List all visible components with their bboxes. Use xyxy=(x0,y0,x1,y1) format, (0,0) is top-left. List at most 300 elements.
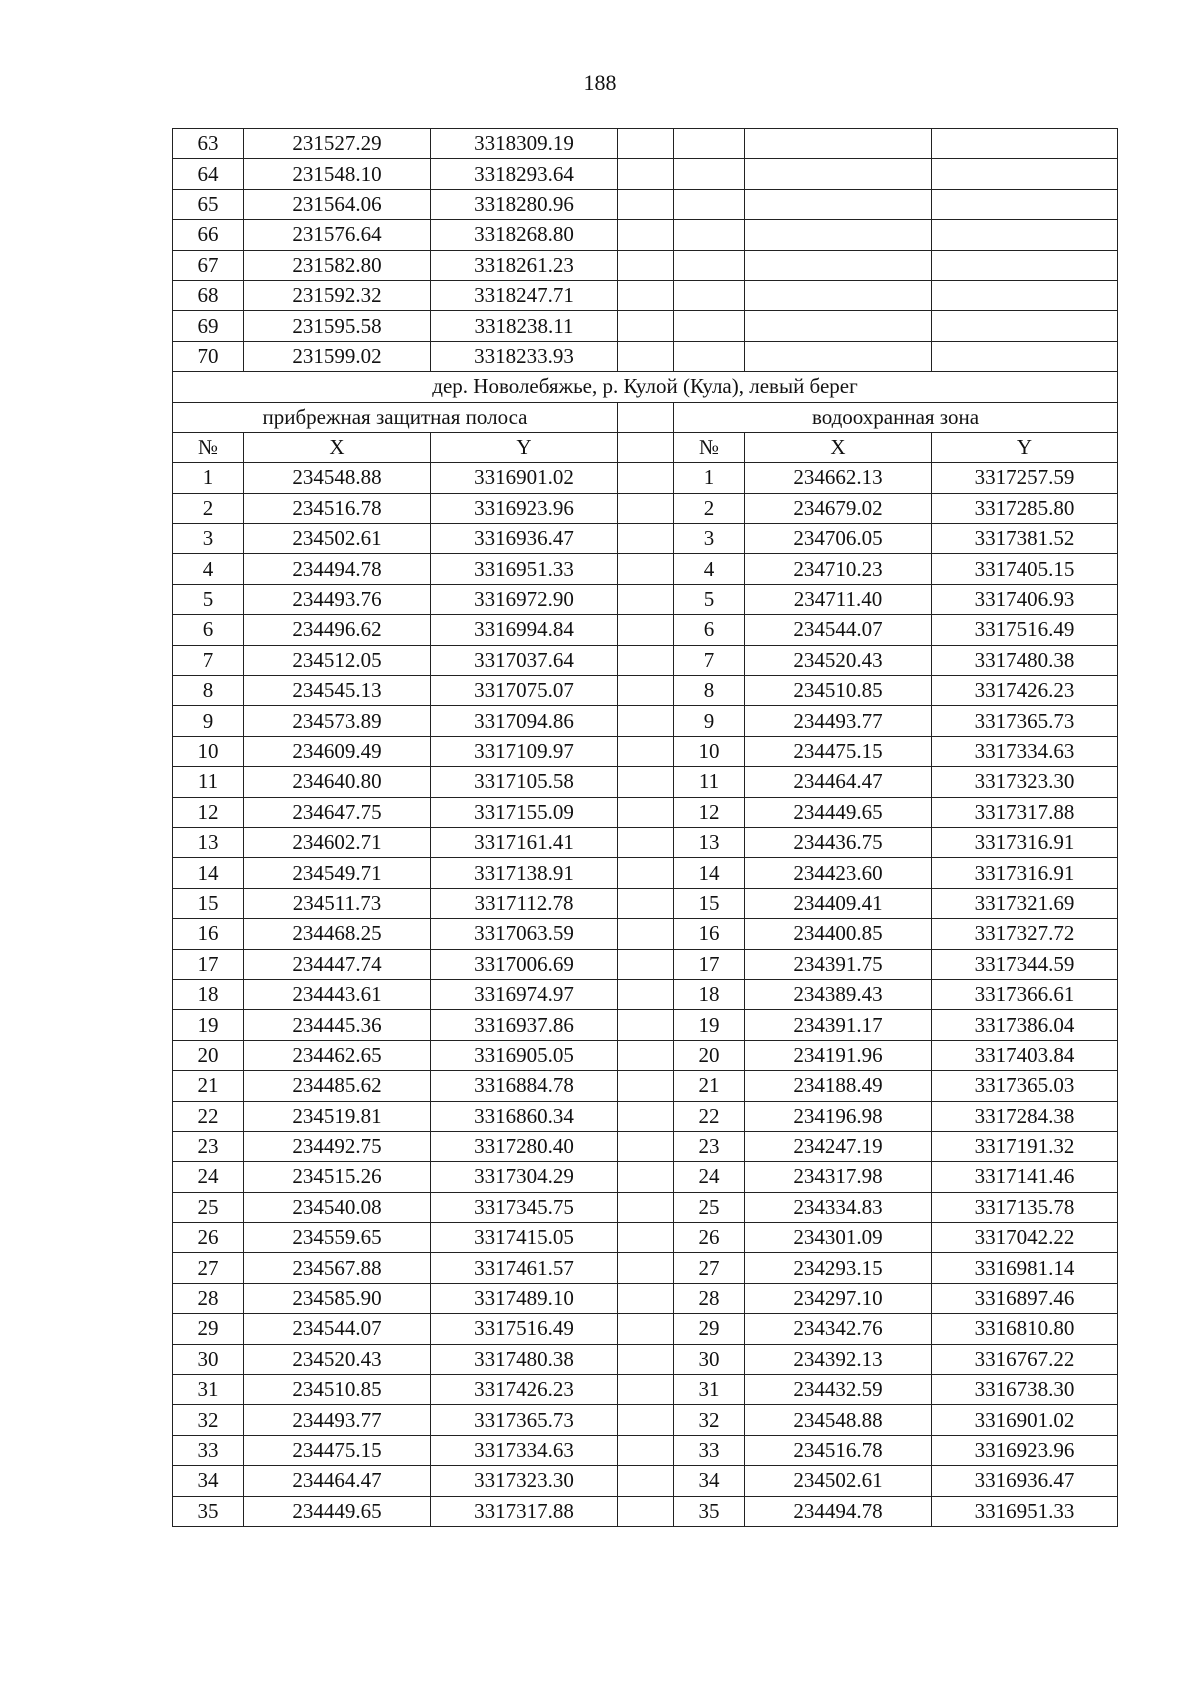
left-x-coordinate: 234609.49 xyxy=(244,736,431,766)
left-y-coordinate: 3316936.47 xyxy=(431,524,618,554)
right-y-coordinate: 3317327.72 xyxy=(932,919,1118,949)
table-row xyxy=(173,888,1118,918)
left-y-coordinate: 3317323.30 xyxy=(431,1466,618,1496)
left-x-coordinate: 234567.88 xyxy=(244,1253,431,1283)
right-y-coordinate: 3317323.30 xyxy=(932,767,1118,797)
table-row xyxy=(173,1283,1118,1313)
gap-cell xyxy=(618,1040,674,1070)
gap-cell xyxy=(618,827,674,857)
left-y-coordinate: 3316994.84 xyxy=(431,615,618,645)
gap-cell xyxy=(618,949,674,979)
empty-cell xyxy=(745,311,932,341)
table-row xyxy=(173,280,1118,310)
y-coordinate: 3318280.96 xyxy=(431,189,618,219)
right-subtitle: водоохранная зона xyxy=(674,402,1118,432)
right-y-coordinate: 3317316.91 xyxy=(932,858,1118,888)
empty-cell xyxy=(674,250,745,280)
right-x-coordinate: 234191.96 xyxy=(745,1040,932,1070)
table-row xyxy=(173,1223,1118,1253)
right-y-coordinate: 3316936.47 xyxy=(932,1466,1118,1496)
table-row xyxy=(173,645,1118,675)
left-x-coordinate: 234485.62 xyxy=(244,1071,431,1101)
right-point-number: 2 xyxy=(674,493,745,523)
table-row xyxy=(173,159,1118,189)
empty-cell xyxy=(932,250,1118,280)
right-y-coordinate: 3317480.38 xyxy=(932,645,1118,675)
right-point-number: 33 xyxy=(674,1435,745,1465)
right-point-number: 13 xyxy=(674,827,745,857)
right-x-coordinate: 234662.13 xyxy=(745,463,932,493)
empty-cell xyxy=(618,341,674,371)
right-y-coordinate: 3317365.73 xyxy=(932,706,1118,736)
main-rows xyxy=(173,463,1118,1527)
right-point-number: 16 xyxy=(674,919,745,949)
right-point-number: 26 xyxy=(674,1223,745,1253)
right-y-coordinate: 3317344.59 xyxy=(932,949,1118,979)
left-x-coordinate: 234548.88 xyxy=(244,463,431,493)
table-row xyxy=(173,250,1118,280)
right-x-coordinate: 234423.60 xyxy=(745,858,932,888)
left-point-number: 32 xyxy=(173,1405,244,1435)
right-y-coordinate: 3317366.61 xyxy=(932,979,1118,1009)
left-point-number: 4 xyxy=(173,554,244,584)
right-point-number: 18 xyxy=(674,979,745,1009)
x-coordinate: 231576.64 xyxy=(244,220,431,250)
left-y-coordinate: 3317317.88 xyxy=(431,1496,618,1526)
right-point-number: 4 xyxy=(674,554,745,584)
x-coordinate: 231599.02 xyxy=(244,341,431,371)
right-x-coordinate: 234247.19 xyxy=(745,1131,932,1161)
empty-cell xyxy=(674,189,745,219)
table-row xyxy=(173,1192,1118,1222)
right-point-number: 29 xyxy=(674,1314,745,1344)
right-y-coordinate: 3316901.02 xyxy=(932,1405,1118,1435)
left-x-coordinate: 234647.75 xyxy=(244,797,431,827)
right-x-coordinate: 234391.75 xyxy=(745,949,932,979)
gap-cell xyxy=(618,1496,674,1526)
table-row xyxy=(173,615,1118,645)
left-point-number: 21 xyxy=(173,1071,244,1101)
left-x-coordinate: 234502.61 xyxy=(244,524,431,554)
table-row xyxy=(173,767,1118,797)
right-num-header: № xyxy=(674,432,745,462)
y-coordinate: 3318261.23 xyxy=(431,250,618,280)
left-point-number: 26 xyxy=(173,1223,244,1253)
right-x-coordinate: 234188.49 xyxy=(745,1071,932,1101)
empty-cell xyxy=(618,129,674,159)
gap-cell xyxy=(618,1466,674,1496)
right-y-coordinate: 3317321.69 xyxy=(932,888,1118,918)
right-x-coordinate: 234301.09 xyxy=(745,1223,932,1253)
gap-cell xyxy=(618,1010,674,1040)
right-point-number: 32 xyxy=(674,1405,745,1435)
left-point-number: 5 xyxy=(173,584,244,614)
gap-cell xyxy=(618,584,674,614)
left-x-coordinate: 234445.36 xyxy=(244,1010,431,1040)
gap-cell xyxy=(618,858,674,888)
empty-cell xyxy=(745,189,932,219)
right-y-coordinate: 3316923.96 xyxy=(932,1435,1118,1465)
point-number: 66 xyxy=(173,220,244,250)
left-x-coordinate: 234540.08 xyxy=(244,1192,431,1222)
left-x-header: X xyxy=(244,432,431,462)
right-x-coordinate: 234342.76 xyxy=(745,1314,932,1344)
right-x-coordinate: 234516.78 xyxy=(745,1435,932,1465)
left-y-coordinate: 3317138.91 xyxy=(431,858,618,888)
left-point-number: 12 xyxy=(173,797,244,827)
right-point-number: 10 xyxy=(674,736,745,766)
table-row xyxy=(173,1101,1118,1131)
table-row xyxy=(173,1435,1118,1465)
right-point-number: 31 xyxy=(674,1375,745,1405)
table-row xyxy=(173,1375,1118,1405)
left-y-coordinate: 3317415.05 xyxy=(431,1223,618,1253)
left-y-coordinate: 3316923.96 xyxy=(431,493,618,523)
left-point-number: 28 xyxy=(173,1283,244,1313)
empty-cell xyxy=(745,280,932,310)
right-point-number: 12 xyxy=(674,797,745,827)
table-row xyxy=(173,1405,1118,1435)
table-row xyxy=(173,220,1118,250)
right-x-coordinate: 234679.02 xyxy=(745,493,932,523)
left-x-coordinate: 234520.43 xyxy=(244,1344,431,1374)
right-x-coordinate: 234196.98 xyxy=(745,1101,932,1131)
right-y-coordinate: 3316981.14 xyxy=(932,1253,1118,1283)
table-row xyxy=(173,1344,1118,1374)
left-x-coordinate: 234492.75 xyxy=(244,1131,431,1161)
right-point-number: 3 xyxy=(674,524,745,554)
table-row xyxy=(173,463,1118,493)
right-point-number: 22 xyxy=(674,1101,745,1131)
y-coordinate: 3318309.19 xyxy=(431,129,618,159)
left-point-number: 35 xyxy=(173,1496,244,1526)
point-number: 68 xyxy=(173,280,244,310)
right-x-coordinate: 234436.75 xyxy=(745,827,932,857)
table-row xyxy=(173,676,1118,706)
gap-cell xyxy=(618,1253,674,1283)
left-y-coordinate: 3317345.75 xyxy=(431,1192,618,1222)
gap-cell xyxy=(618,736,674,766)
right-point-number: 14 xyxy=(674,858,745,888)
right-y-coordinate: 3317334.63 xyxy=(932,736,1118,766)
right-x-coordinate: 234389.43 xyxy=(745,979,932,1009)
right-point-number: 34 xyxy=(674,1466,745,1496)
left-x-coordinate: 234496.62 xyxy=(244,615,431,645)
right-point-number: 6 xyxy=(674,615,745,645)
gap-cell xyxy=(618,1101,674,1131)
left-y-coordinate: 3316884.78 xyxy=(431,1071,618,1101)
empty-cell xyxy=(618,220,674,250)
right-x-coordinate: 234464.47 xyxy=(745,767,932,797)
section-title: дер. Новолебяжье, р. Кулой (Кула), левый берег xyxy=(173,372,1118,402)
left-y-coordinate: 3316974.97 xyxy=(431,979,618,1009)
left-point-number: 9 xyxy=(173,706,244,736)
column-header-row xyxy=(173,432,1118,462)
gap-cell xyxy=(618,767,674,797)
table-row xyxy=(173,341,1118,371)
left-y-coordinate: 3317109.97 xyxy=(431,736,618,766)
empty-cell xyxy=(674,311,745,341)
left-y-coordinate: 3317105.58 xyxy=(431,767,618,797)
right-point-number: 27 xyxy=(674,1253,745,1283)
right-point-number: 20 xyxy=(674,1040,745,1070)
right-y-coordinate: 3317365.03 xyxy=(932,1071,1118,1101)
left-point-number: 25 xyxy=(173,1192,244,1222)
gap-cell xyxy=(618,1314,674,1344)
left-point-number: 30 xyxy=(173,1344,244,1374)
table-row xyxy=(173,949,1118,979)
left-x-coordinate: 234545.13 xyxy=(244,676,431,706)
gap-cell xyxy=(618,402,674,432)
gap-cell xyxy=(618,1131,674,1161)
gap-cell xyxy=(618,463,674,493)
x-coordinate: 231592.32 xyxy=(244,280,431,310)
left-point-number: 11 xyxy=(173,767,244,797)
right-y-coordinate: 3317141.46 xyxy=(932,1162,1118,1192)
left-y-coordinate: 3316937.86 xyxy=(431,1010,618,1040)
gap-cell xyxy=(618,1223,674,1253)
right-x-coordinate: 234432.59 xyxy=(745,1375,932,1405)
left-x-coordinate: 234519.81 xyxy=(244,1101,431,1131)
left-y-header: Y xyxy=(431,432,618,462)
right-point-number: 24 xyxy=(674,1162,745,1192)
left-point-number: 3 xyxy=(173,524,244,554)
left-y-coordinate: 3316972.90 xyxy=(431,584,618,614)
gap-cell xyxy=(618,676,674,706)
table-row xyxy=(173,1040,1118,1070)
right-y-coordinate: 3317386.04 xyxy=(932,1010,1118,1040)
left-y-coordinate: 3316901.02 xyxy=(431,463,618,493)
left-x-coordinate: 234468.25 xyxy=(244,919,431,949)
left-point-number: 7 xyxy=(173,645,244,675)
left-point-number: 10 xyxy=(173,736,244,766)
left-subtitle: прибрежная защитная полоса xyxy=(173,402,618,432)
table-row xyxy=(173,1253,1118,1283)
table-row xyxy=(173,1162,1118,1192)
right-y-coordinate: 3317316.91 xyxy=(932,827,1118,857)
left-y-coordinate: 3317037.64 xyxy=(431,645,618,675)
gap-cell xyxy=(618,554,674,584)
table-row xyxy=(173,554,1118,584)
right-y-coordinate: 3317516.49 xyxy=(932,615,1118,645)
table-row xyxy=(173,311,1118,341)
right-x-coordinate: 234449.65 xyxy=(745,797,932,827)
empty-cell xyxy=(745,129,932,159)
gap-cell xyxy=(618,888,674,918)
right-point-number: 17 xyxy=(674,949,745,979)
page-number: 188 xyxy=(583,70,617,95)
left-y-coordinate: 3316860.34 xyxy=(431,1101,618,1131)
left-point-number: 23 xyxy=(173,1131,244,1161)
left-y-coordinate: 3317426.23 xyxy=(431,1375,618,1405)
right-x-coordinate: 234409.41 xyxy=(745,888,932,918)
left-y-coordinate: 3317304.29 xyxy=(431,1162,618,1192)
right-point-number: 5 xyxy=(674,584,745,614)
left-point-number: 34 xyxy=(173,1466,244,1496)
table-row xyxy=(173,129,1118,159)
right-x-coordinate: 234334.83 xyxy=(745,1192,932,1222)
table-row xyxy=(173,1071,1118,1101)
table-row xyxy=(173,524,1118,554)
left-x-coordinate: 234559.65 xyxy=(244,1223,431,1253)
right-point-number: 30 xyxy=(674,1344,745,1374)
right-x-coordinate: 234475.15 xyxy=(745,736,932,766)
gap-cell xyxy=(618,493,674,523)
gap-cell xyxy=(618,1375,674,1405)
section-header xyxy=(173,372,1118,463)
right-x-coordinate: 234706.05 xyxy=(745,524,932,554)
left-y-coordinate: 3317155.09 xyxy=(431,797,618,827)
empty-cell xyxy=(674,159,745,189)
empty-cell xyxy=(618,280,674,310)
empty-cell xyxy=(932,341,1118,371)
left-x-coordinate: 234494.78 xyxy=(244,554,431,584)
left-x-coordinate: 234602.71 xyxy=(244,827,431,857)
right-y-coordinate: 3317135.78 xyxy=(932,1192,1118,1222)
left-y-coordinate: 3317006.69 xyxy=(431,949,618,979)
right-y-coordinate: 3317257.59 xyxy=(932,463,1118,493)
left-point-number: 18 xyxy=(173,979,244,1009)
empty-cell xyxy=(745,341,932,371)
gap-cell xyxy=(618,979,674,1009)
left-point-number: 2 xyxy=(173,493,244,523)
right-x-coordinate: 234510.85 xyxy=(745,676,932,706)
right-point-number: 1 xyxy=(674,463,745,493)
left-point-number: 16 xyxy=(173,919,244,949)
left-point-number: 15 xyxy=(173,888,244,918)
right-y-coordinate: 3317405.15 xyxy=(932,554,1118,584)
left-y-coordinate: 3317516.49 xyxy=(431,1314,618,1344)
empty-cell xyxy=(618,250,674,280)
right-x-coordinate: 234502.61 xyxy=(745,1466,932,1496)
right-y-coordinate: 3317403.84 xyxy=(932,1040,1118,1070)
left-point-number: 27 xyxy=(173,1253,244,1283)
left-point-number: 1 xyxy=(173,463,244,493)
left-y-coordinate: 3317063.59 xyxy=(431,919,618,949)
empty-cell xyxy=(932,159,1118,189)
table-row xyxy=(173,1314,1118,1344)
x-coordinate: 231548.10 xyxy=(244,159,431,189)
right-x-coordinate: 234711.40 xyxy=(745,584,932,614)
right-point-number: 9 xyxy=(674,706,745,736)
right-point-number: 19 xyxy=(674,1010,745,1040)
left-x-coordinate: 234447.74 xyxy=(244,949,431,979)
empty-cell xyxy=(745,220,932,250)
table-row xyxy=(173,858,1118,888)
right-point-number: 8 xyxy=(674,676,745,706)
right-y-coordinate: 3316738.30 xyxy=(932,1375,1118,1405)
left-point-number: 19 xyxy=(173,1010,244,1040)
right-y-coordinate: 3316767.22 xyxy=(932,1344,1118,1374)
right-x-header: X xyxy=(745,432,932,462)
table-row xyxy=(173,736,1118,766)
coordinates-table xyxy=(172,128,1118,1527)
gap-cell xyxy=(618,1283,674,1313)
empty-cell xyxy=(674,220,745,250)
left-x-coordinate: 234493.77 xyxy=(244,1405,431,1435)
right-point-number: 7 xyxy=(674,645,745,675)
table-row xyxy=(173,189,1118,219)
gap-cell xyxy=(618,919,674,949)
empty-cell xyxy=(618,311,674,341)
y-coordinate: 3318293.64 xyxy=(431,159,618,189)
left-point-number: 13 xyxy=(173,827,244,857)
table-row xyxy=(173,797,1118,827)
right-point-number: 35 xyxy=(674,1496,745,1526)
empty-cell xyxy=(618,159,674,189)
empty-cell xyxy=(932,129,1118,159)
table-row xyxy=(173,1010,1118,1040)
right-point-number: 21 xyxy=(674,1071,745,1101)
gap-cell xyxy=(618,797,674,827)
empty-cell xyxy=(932,311,1118,341)
left-x-coordinate: 234516.78 xyxy=(244,493,431,523)
left-point-number: 33 xyxy=(173,1435,244,1465)
gap-cell xyxy=(618,615,674,645)
empty-cell xyxy=(674,129,745,159)
left-y-coordinate: 3317075.07 xyxy=(431,676,618,706)
left-y-coordinate: 3317480.38 xyxy=(431,1344,618,1374)
right-point-number: 23 xyxy=(674,1131,745,1161)
left-x-coordinate: 234462.65 xyxy=(244,1040,431,1070)
left-x-coordinate: 234512.05 xyxy=(244,645,431,675)
left-x-coordinate: 234464.47 xyxy=(244,1466,431,1496)
left-point-number: 31 xyxy=(173,1375,244,1405)
right-y-coordinate: 3316897.46 xyxy=(932,1283,1118,1313)
empty-cell xyxy=(674,341,745,371)
empty-cell xyxy=(745,250,932,280)
point-number: 64 xyxy=(173,159,244,189)
left-y-coordinate: 3316905.05 xyxy=(431,1040,618,1070)
right-x-coordinate: 234400.85 xyxy=(745,919,932,949)
right-y-coordinate: 3317426.23 xyxy=(932,676,1118,706)
right-point-number: 15 xyxy=(674,888,745,918)
left-point-number: 24 xyxy=(173,1162,244,1192)
left-x-coordinate: 234511.73 xyxy=(244,888,431,918)
gap-cell xyxy=(618,432,674,462)
y-coordinate: 3318238.11 xyxy=(431,311,618,341)
point-number: 70 xyxy=(173,341,244,371)
table-row xyxy=(173,919,1118,949)
gap-cell xyxy=(618,1162,674,1192)
table-row xyxy=(173,706,1118,736)
left-x-coordinate: 234549.71 xyxy=(244,858,431,888)
left-point-number: 22 xyxy=(173,1101,244,1131)
table-row xyxy=(173,584,1118,614)
table-row xyxy=(173,1131,1118,1161)
x-coordinate: 231582.80 xyxy=(244,250,431,280)
left-y-coordinate: 3316951.33 xyxy=(431,554,618,584)
gap-cell xyxy=(618,1435,674,1465)
right-y-coordinate: 3317381.52 xyxy=(932,524,1118,554)
empty-cell xyxy=(674,280,745,310)
gap-cell xyxy=(618,1405,674,1435)
gap-cell xyxy=(618,1192,674,1222)
left-x-coordinate: 234585.90 xyxy=(244,1283,431,1313)
right-point-number: 28 xyxy=(674,1283,745,1313)
right-y-coordinate: 3317317.88 xyxy=(932,797,1118,827)
left-y-coordinate: 3317461.57 xyxy=(431,1253,618,1283)
right-point-number: 11 xyxy=(674,767,745,797)
gap-cell xyxy=(618,1071,674,1101)
table-row xyxy=(173,1496,1118,1526)
point-number: 67 xyxy=(173,250,244,280)
left-y-coordinate: 3317280.40 xyxy=(431,1131,618,1161)
table-row xyxy=(173,827,1118,857)
right-y-coordinate: 3316810.80 xyxy=(932,1314,1118,1344)
right-x-coordinate: 234317.98 xyxy=(745,1162,932,1192)
right-y-coordinate: 3317042.22 xyxy=(932,1223,1118,1253)
